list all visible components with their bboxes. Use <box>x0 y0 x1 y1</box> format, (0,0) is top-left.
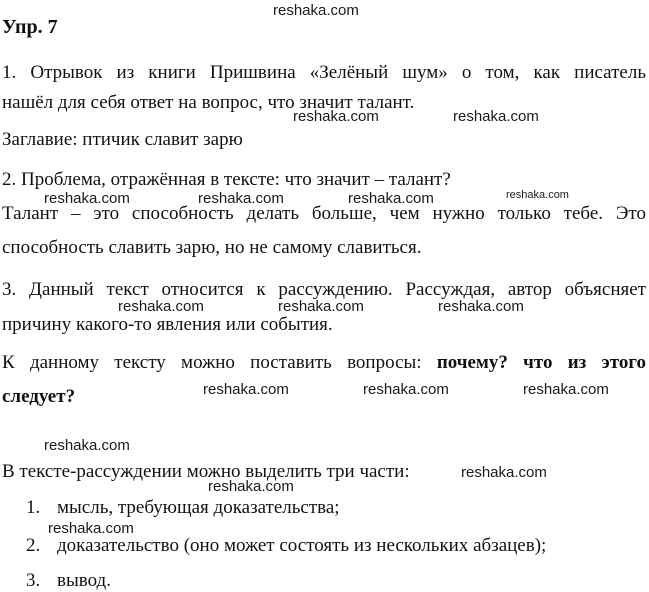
watermark: reshaka.com <box>273 2 359 19</box>
watermark: reshaka.com <box>506 189 569 201</box>
list-item-3-text: вывод. <box>57 570 111 591</box>
list-item-3-number: 3. <box>26 570 41 591</box>
paragraph-3-line-2: причину какого-то явления или события. <box>2 314 333 335</box>
watermark: reshaka.com <box>461 464 547 481</box>
paragraph-1-line-1: 1. Отрывок из книги Пришвина «Зелёный шум» о том, как писатель <box>2 62 646 83</box>
questions-prefix: К данному тексту можно поставить вопросы: <box>2 352 422 373</box>
title-line: Заглавие: птичик славит зарю <box>2 129 243 150</box>
watermark: reshaka.com <box>208 478 294 495</box>
paragraph-2-line-2: Талант – это способность делать больше, чем нужно только тебе. Это <box>2 203 646 224</box>
watermark: reshaka.com <box>278 298 364 315</box>
list-item-1-text: мысль, требующая доказательства; <box>57 497 340 518</box>
watermark: reshaka.com <box>453 108 539 125</box>
watermark: reshaka.com <box>198 190 284 207</box>
watermark: reshaka.com <box>438 298 524 315</box>
watermark: reshaka.com <box>363 381 449 398</box>
list-item-2-text: доказательство (оно может состоять из нескольких абзацев); <box>57 535 547 556</box>
watermark: reshaka.com <box>48 520 134 537</box>
list-item-1-number: 1. <box>26 497 41 518</box>
watermark: reshaka.com <box>44 437 130 454</box>
watermark: reshaka.com <box>118 298 204 315</box>
questions-bold-1: почему? что из этого <box>436 352 647 373</box>
paragraph-2-line-3: способность славить зарю, но не самому славиться. <box>2 237 422 258</box>
watermark: reshaka.com <box>293 108 379 125</box>
paragraph-3-line-1: 3. Данный текст относится к рассуждению. Рассуждая, автор объясняет <box>2 279 646 300</box>
paragraph-2-line-1: 2. Проблема, отражённая в тексте: что значит – талант? <box>2 169 451 190</box>
paragraph-1-line-2: нашёл для себя ответ на вопрос, что значит талант. <box>2 92 415 113</box>
questions-line-2: следует? <box>2 386 76 407</box>
questions-line-1 <box>2 352 646 374</box>
watermark: reshaka.com <box>44 190 130 207</box>
watermark: reshaka.com <box>348 190 434 207</box>
watermark: reshaka.com <box>203 381 289 398</box>
parts-intro: В тексте-рассуждении можно выделить три части: <box>2 461 410 482</box>
watermark: reshaka.com <box>523 381 609 398</box>
list-item-2-number: 2. <box>26 535 41 556</box>
exercise-title: Упр. 7 <box>2 16 58 38</box>
